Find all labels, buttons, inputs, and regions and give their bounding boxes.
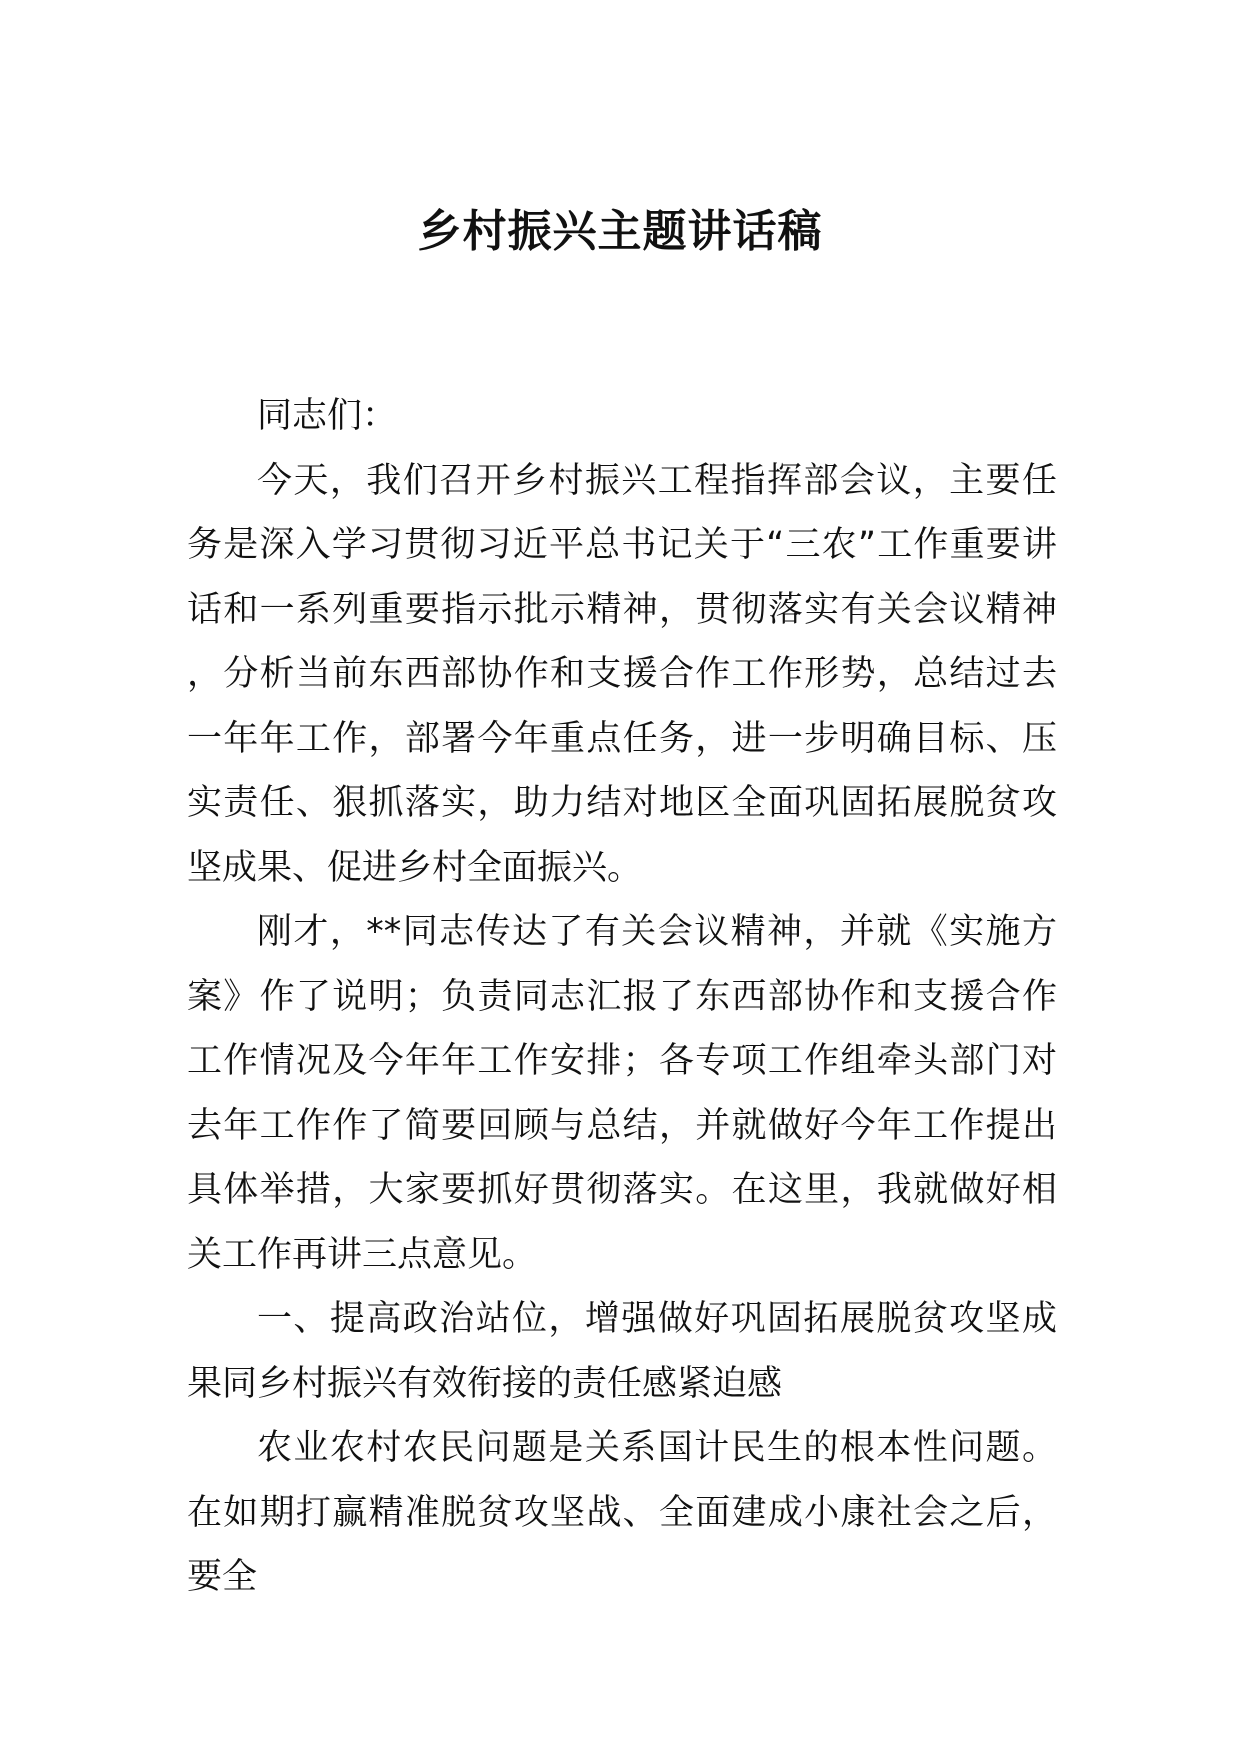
paragraph-section-1: 农业农村农民问题是关系国计民生的根本性问题。在如期打赢精准脱贫攻坚战、全面建成小康社会之后，要全 xyxy=(187,1428,1057,1597)
document-body xyxy=(187,384,1057,1610)
document-title: 乡村振兴主题讲话稿 xyxy=(417,206,823,257)
section-heading-1: 一、提高政治站位，增强做好巩固拓展脱贫攻坚成果同乡村振兴有效衔接的责任感紧迫感 xyxy=(187,1299,1057,1404)
salutation: 同志们： xyxy=(257,396,398,436)
paragraph-opening: 今天，我们召开乡村振兴工程指挥部会议，主要任务是深入学习贯彻习近平总书记关于“三农”工作重要讲话和一系列重要指示批示精神，贯彻落实有关会议精神，分析当前东西部协作和支援合作工作形势，总结过去一年年工作，部署今年重点任务，进一步明确目标、压实责任、狠抓落实，助力结对地区全面巩固拓展脱贫攻坚成果、促进乡村全面振兴。 xyxy=(187,460,1057,888)
paragraph-meeting-summary: 刚才，**同志传达了有关会议精神，并就《实施方案》作了说明；负责同志汇报了东西部协作和支援合作工作情况及今年年工作安排；各专项工作组牵头部门对去年工作作了简要回顾与总结，并就做好今年工作提出具体举措，大家要抓好贯彻落实。在这里，我就做好相关工作再讲三点意见。 xyxy=(187,912,1057,1275)
